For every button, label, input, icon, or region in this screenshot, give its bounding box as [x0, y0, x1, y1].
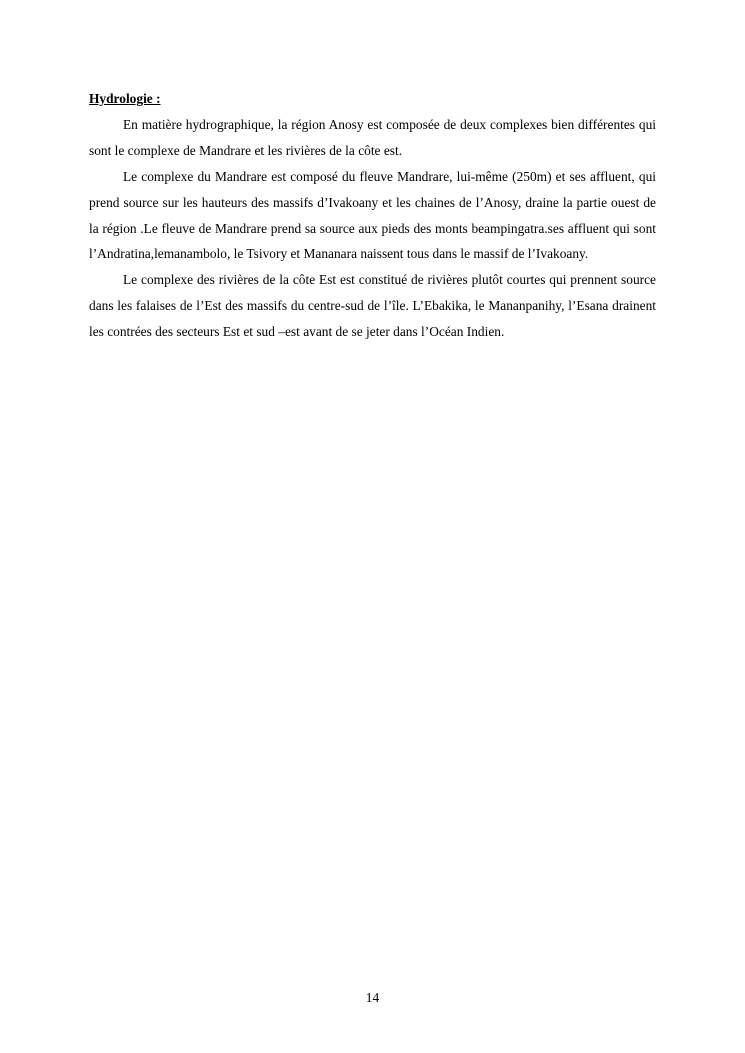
- paragraph-intro: En matière hydrographique, la région Anosy est composée de deux complexes bien différentes qui sont le complexe de Mandrare et les rivières de la côte est.: [89, 116, 656, 158]
- paragraph-mandrare: Le complexe du Mandrare est composé du fleuve Mandrare, lui-même (250m) et ses affluent, qui prend source sur les hauteurs des massifs d’Ivakoany et les chaines de l’Anosy, draine la partie ouest de la région .Le fleuve de Mandrare prend sa source aux pieds des monts beampingatra.ses affluent qui sont l’Andratina,lemanambolo, le Tsivory et Mananara naissent tous dans le massif de l’Ivakoany.: [89, 168, 656, 262]
- paragraph-east-coast: Le complexe des rivières de la côte Est est constitué de rivières plutôt courtes qui prennent source dans les falaises de l’Est des massifs du centre-sud de l’île. L’Ebakika, le Mananpanihy, l’Esana drainent les contrées des secteurs Est et sud –est avant de se jeter dans l’Océan Indien.: [89, 272, 656, 340]
- section-heading: Hydrologie :: [89, 91, 161, 106]
- page-number: 14: [365, 990, 380, 1005]
- page-content: [89, 86, 656, 345]
